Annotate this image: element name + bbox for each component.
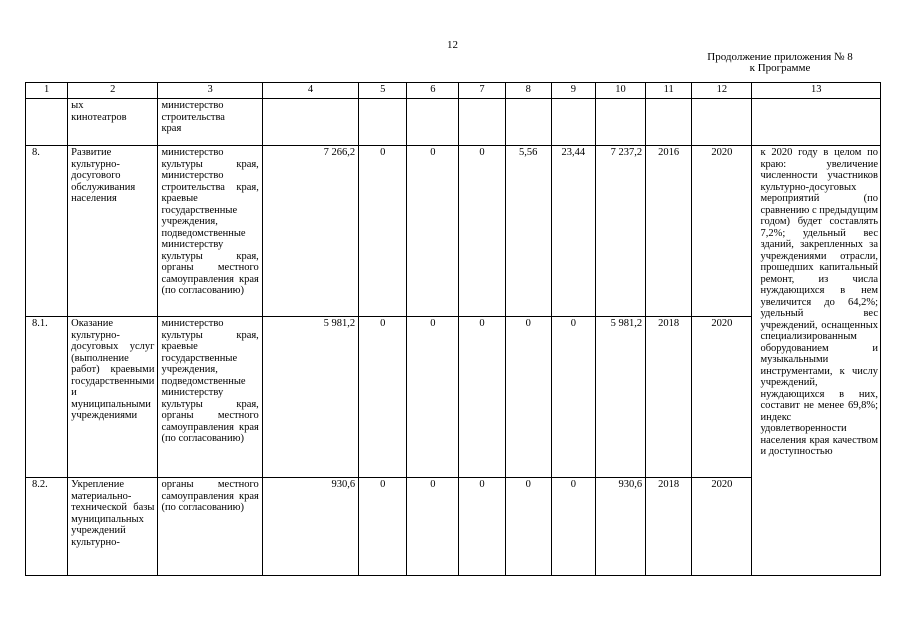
- value-cell: 0: [505, 478, 551, 576]
- cell: [692, 99, 752, 146]
- header-row: [26, 83, 881, 99]
- value-cell: 0: [459, 146, 505, 317]
- value-cell: 0: [407, 478, 459, 576]
- executor: министерство строительства края: [158, 99, 262, 146]
- executor: органы местного самоуправления края (по согласованию): [158, 478, 262, 576]
- header-cell: 3: [158, 83, 262, 99]
- value-cell: 5 981,2: [595, 317, 645, 478]
- total-value: 5 981,2: [262, 317, 358, 478]
- total-value: 7 266,2: [262, 146, 358, 317]
- header-cell: 12: [692, 83, 752, 99]
- measure-name: Укрепление материально-технической базы муниципальных учреждений культурно-: [68, 478, 158, 576]
- executor: министерство культуры края, министерство строительства края, краевые государственные учреждения, подведомственные министерству культуры края, органы местного самоуправления края (по согласованию): [158, 146, 262, 317]
- cell: [595, 99, 645, 146]
- row-number: 8.2.: [26, 478, 68, 576]
- value-cell: 0: [505, 317, 551, 478]
- value-cell: 7 237,2: [595, 146, 645, 317]
- continuation-line-2: к Программе: [749, 62, 811, 74]
- cell: [505, 99, 551, 146]
- header-cell: 6: [407, 83, 459, 99]
- value-cell: 0: [459, 317, 505, 478]
- row-number: 8.: [26, 146, 68, 317]
- value-cell: 5,56: [505, 146, 551, 317]
- end-year: 2020: [692, 478, 752, 576]
- value-cell: 0: [359, 317, 407, 478]
- program-table: [25, 82, 881, 576]
- total-value: 930,6: [262, 478, 358, 576]
- start-year: 2018: [646, 317, 692, 478]
- start-year: 2016: [646, 146, 692, 317]
- value-cell: 0: [359, 146, 407, 317]
- value-cell: 0: [551, 317, 595, 478]
- cell: [262, 99, 358, 146]
- cell: [407, 99, 459, 146]
- header-cell: 2: [68, 83, 158, 99]
- cell: [359, 99, 407, 146]
- value-cell: 0: [551, 478, 595, 576]
- value-cell: 0: [359, 478, 407, 576]
- end-year: 2020: [692, 317, 752, 478]
- measure-name: ых кинотеатров: [68, 99, 158, 146]
- header-cell: 13: [752, 83, 881, 99]
- header-cell: 9: [551, 83, 595, 99]
- value-cell: 0: [407, 317, 459, 478]
- continuation-header: [670, 52, 890, 74]
- value-cell: 0: [459, 478, 505, 576]
- header-cell: 10: [595, 83, 645, 99]
- header-cell: 8: [505, 83, 551, 99]
- cell: [459, 99, 505, 146]
- header-cell: 4: [262, 83, 358, 99]
- executor: министерство культуры края, краевые государственные учреждения, подведомственные министерству культуры края, органы местного самоуправления края (по согласованию): [158, 317, 262, 478]
- row-number: 8.1.: [26, 317, 68, 478]
- header-cell: 5: [359, 83, 407, 99]
- table-row: [26, 99, 881, 146]
- measure-name: Развитие культурно-досугового обслуживания населения: [68, 146, 158, 317]
- continuation-line-1: Продолжение приложения № 8: [707, 51, 853, 63]
- cell: [752, 99, 881, 146]
- cell: [551, 99, 595, 146]
- value-cell: 23,44: [551, 146, 595, 317]
- value-cell: 0: [407, 146, 459, 317]
- cell: [646, 99, 692, 146]
- end-year: 2020: [692, 146, 752, 317]
- header-cell: 11: [646, 83, 692, 99]
- start-year: 2018: [646, 478, 692, 576]
- expected-result: к 2020 году в целом по краю: увеличение численности участников культурно-досуговых мероприятий (по сравнению с предыдущим годом) будет составлять 7,2%; удельный вес зданий, закрепленных за учреждениями отрасли, прошедших капитальный ремонт, из числа нуждающихся в нем увеличится до 64,2%; удельный вес учреждений, оснащенных специализированным оборудованием и музыкальными инструментами, к числу учреждений, нуждающихся в них, составит не менее 69,8%; индекс удовлетворенности населения края качеством и доступностью: [752, 146, 881, 576]
- header-cell: 7: [459, 83, 505, 99]
- page-number: 12: [447, 39, 458, 51]
- row-number: [26, 99, 68, 146]
- table-row: [26, 146, 881, 317]
- value-cell: 930,6: [595, 478, 645, 576]
- header-cell: 1: [26, 83, 68, 99]
- measure-name: Оказание культурно-досуговых услуг (выполнение работ) краевыми государственными и муниципальными учреждениями: [68, 317, 158, 478]
